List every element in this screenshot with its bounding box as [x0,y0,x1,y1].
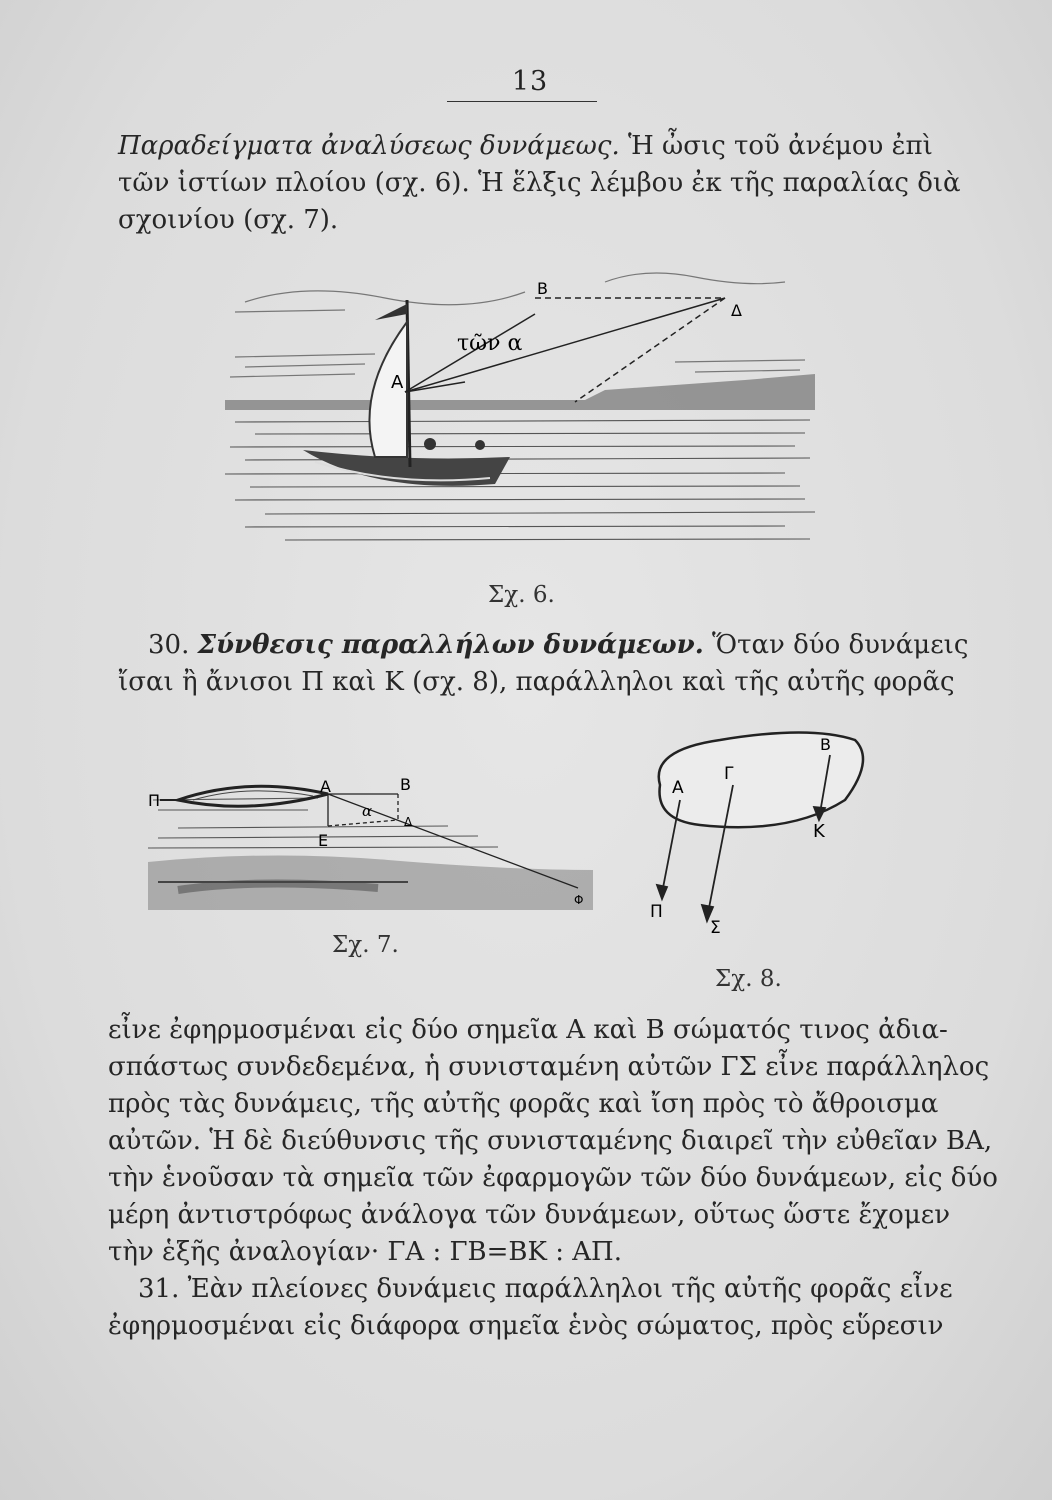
body-line: σπάστως συνδεδεμένα, ἡ συνισταμένη αὐτῶν ΓΣ εἶνε παράλληλος [108,1052,990,1082]
body-line: τὴν ἑνοῦσαν τὰ σημεῖα τῶν ἐφαρμογῶν τῶν δύο δυνάμεων, εἰς δύο [108,1163,998,1193]
fig8-label-s: Σ [710,918,721,938]
section-31-start: 31. Ἐὰν πλείονες δυνάμεις παράλληλοι τῆς αὐτῆς φορᾶς εἶνε [138,1274,953,1304]
fig6-label-ton-a: τῶν α [457,331,523,356]
fig6-distant-shore [225,374,815,410]
section-30-body [108,1012,998,1345]
fig7-label-alpha: α [362,802,373,820]
intro-line-2: τῶν ἱστίων πλοίου (σχ. 6). Ἡ ἕλξις λέμβου ἐκ τῆς παραλίας διὰ [118,168,961,198]
examples-heading: Παραδείγματα ἀναλύσεως δυνάμεως. [118,131,620,161]
section-30-intro [148,627,968,664]
fig7-label-d: Δ [404,815,413,829]
body-line: μέρη ἀντιστρόφως ἀνάλογα τῶν δυνάμεων, οὕτως ὥστε ἔχομεν [108,1200,951,1230]
intro-paragraph [118,128,961,239]
figure-6-sailboat [225,262,815,582]
figure-6-caption: Σχ. 6. [488,582,555,608]
body-line: ἐφηρμοσμέναι εἰς διάφορα σημεῖα ἑνὸς σώματος, πρὸς εὕρεσιν [108,1311,944,1341]
fig6-water [225,420,815,540]
fig6-label-b: B [537,279,548,298]
fig7-boat [178,786,328,806]
fig8-label-g: Γ [724,764,734,784]
fig7-label-b: B [400,775,411,794]
figure-7-caption: Σχ. 7. [332,932,399,958]
fig7-label-phi: Φ [574,893,584,907]
body-line: πρὸς τὰς δυνάμεις, τῆς αὐτῆς φορᾶς καὶ ἴση πρὸς τὸ ἄθροισμα [108,1089,939,1119]
fig6-label-d: Δ [731,301,742,320]
body-line: τὴν ἑξῆς ἀναλογίαν· ΓΑ : ΓΒ=ΒΚ : ΑΠ. [108,1237,622,1267]
fig6-flag [375,304,407,320]
fig8-label-b: B [820,735,831,754]
fig8-label-p: Π [650,902,663,922]
fig7-label-e: E [318,831,329,850]
body-line: αὐτῶν. Ἡ δὲ διεύθυνσις τῆς συνισταμένης διαιρεῖ τὴν εὐθεῖαν ΒΑ, [108,1126,993,1156]
fig7-label-p: Π [148,791,161,810]
figure-8-parallel-forces [640,725,880,945]
intro-line-1: Ἡ ὦσις τοῦ ἀνέμου ἐπὶ [627,131,933,161]
figure-7-towed-boat [148,770,593,910]
section-30-line-1: Ὅταν δύο δυνάμεις [712,630,969,660]
header-rule [447,101,597,102]
page-number: 13 [511,66,549,97]
figure-8-caption: Σχ. 8. [715,966,782,992]
fig8-label-k: K [813,821,825,842]
fig8-body [659,733,863,828]
section-30-number: 30. [148,630,190,660]
section-30-title: Σύνθεσις παραλλήλων δυνάμεων. [197,630,704,660]
section-30-line-2: ἴσαι ἢ ἄνισοι Π καὶ Κ (σχ. 8), παράλληλοι καὶ τῆς αὐτῆς φορᾶς [118,667,955,697]
fig6-label-a: A [391,372,404,393]
fig7-label-a: A [320,777,331,796]
section-30-line-2-wrap [118,664,955,701]
fig8-label-a: Α [672,778,684,798]
body-line: εἶνε ἐφηρμοσμέναι εἰς δύο σημεῖα Α καὶ Β σώματός τινος ἀδια- [108,1015,948,1045]
intro-line-3: σχοινίου (σχ. 7). [118,205,339,235]
